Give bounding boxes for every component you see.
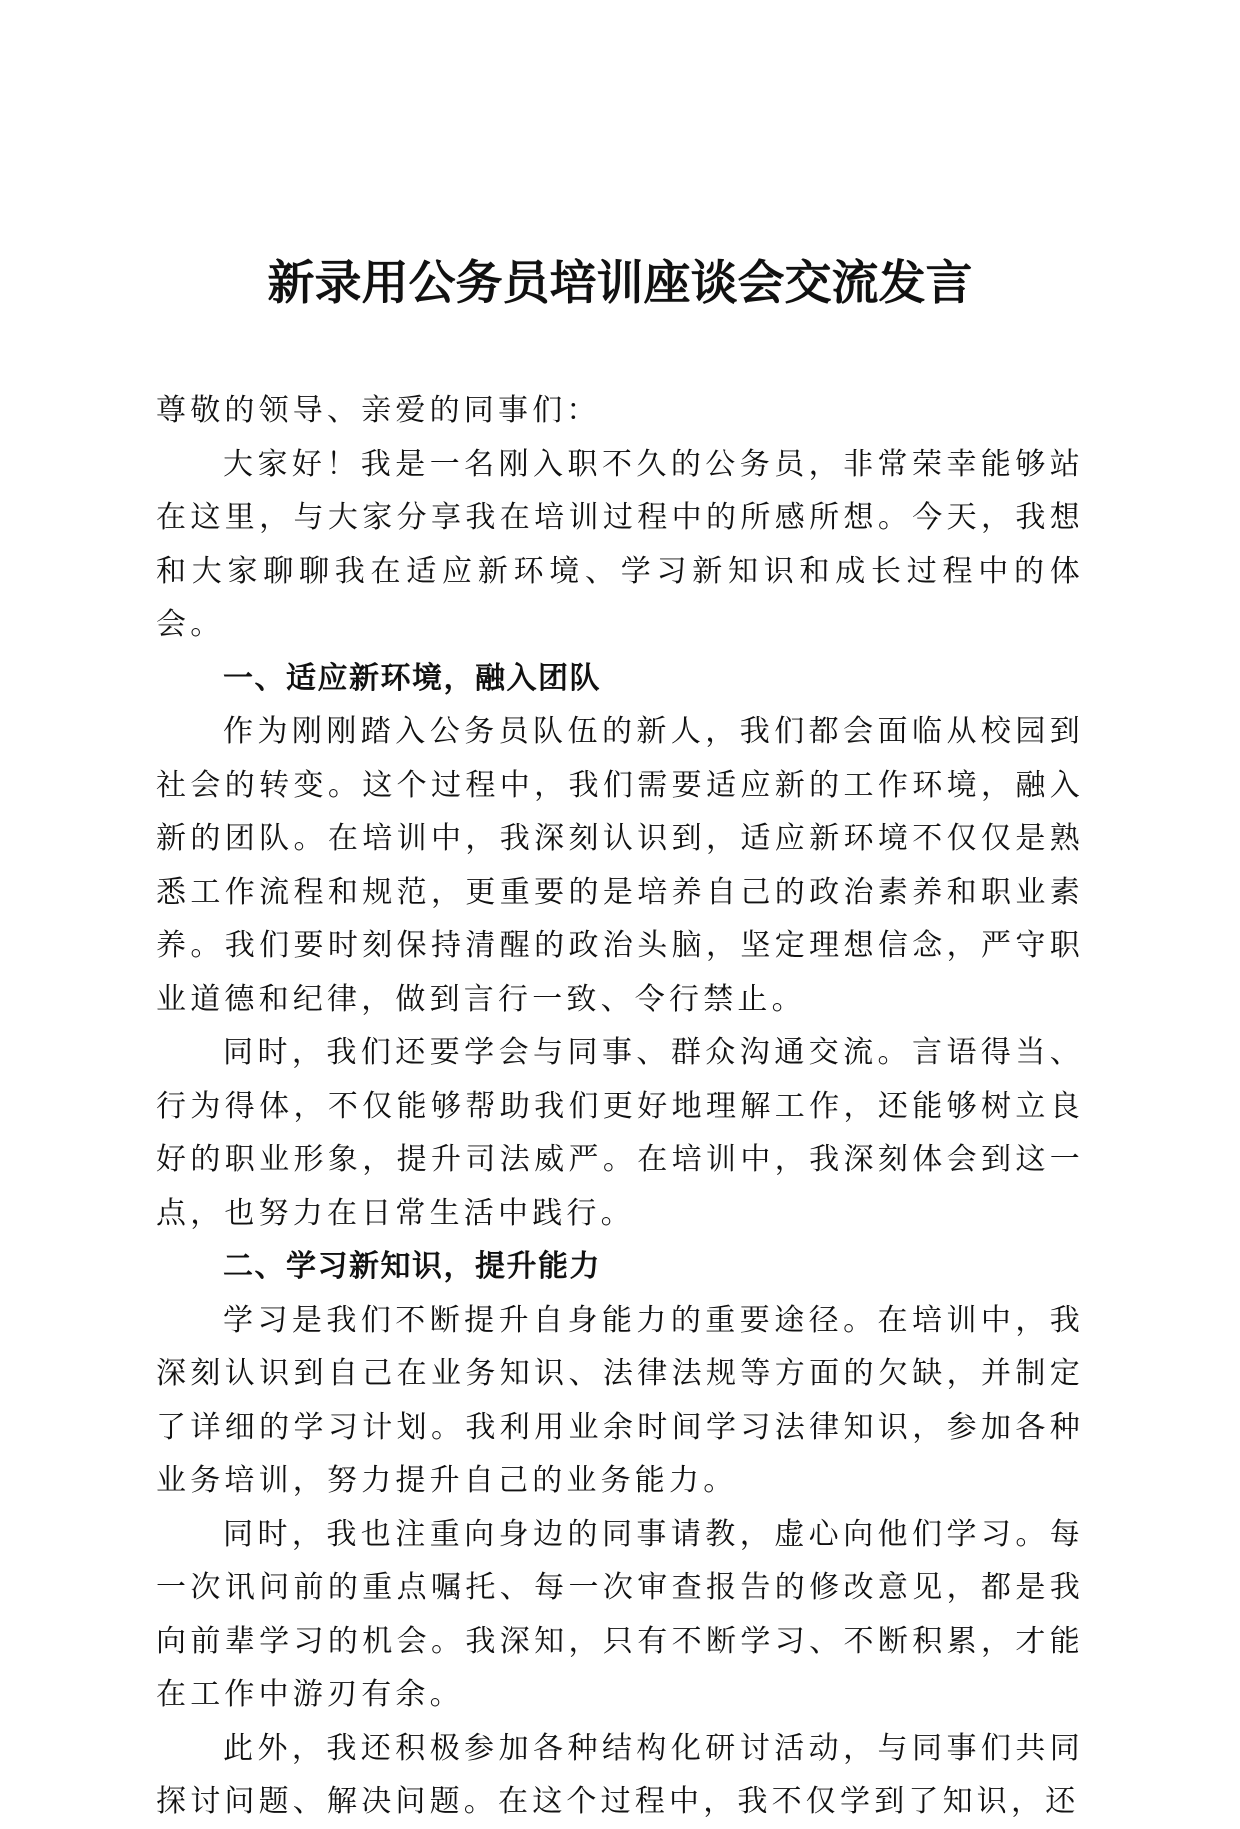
- section-heading-1: 一、适应新环境，融入团队: [223, 660, 601, 696]
- paragraph: 学习是我们不断提升自身能力的重要途径。在培训中，我深刻认识到自己在业务知识、法律法规等方面的欠缺，并制定了详细的学习计划。我利用业余时间学习法律知识，参加各种业务培训，努力提升自己的业务能力。: [156, 1302, 1084, 1498]
- document-title: 新录用公务员培训座谈会交流发言: [267, 256, 973, 311]
- document-body: [156, 384, 1084, 1829]
- paragraph: 作为刚刚踏入公务员队伍的新人，我们都会面临从校园到社会的转变。这个过程中，我们需要适应新的工作环境，融入新的团队。在培训中，我深刻认识到，适应新环境不仅仅是熟悉工作流程和规范，更重要的是培养自己的政治素养和职业素养。我们要时刻保持清醒的政治头脑，坚定理想信念，严守职业道德和纪律，做到言行一致、令行禁止。: [156, 714, 1084, 1017]
- paragraph: 同时，我也注重向身边的同事请教，虚心向他们学习。每一次讯问前的重点嘱托、每一次审查报告的修改意见，都是我向前辈学习的机会。我深知，只有不断学习、不断积累，才能在工作中游刃有余。: [156, 1516, 1084, 1712]
- paragraph: 同时，我们还要学会与同事、群众沟通交流。言语得当、行为得体，不仅能够帮助我们更好地理解工作，还能够树立良好的职业形象，提升司法威严。在培训中，我深刻体会到这一点，也努力在日常生活中践行。: [156, 1035, 1084, 1231]
- paragraph: 此外，我还积极参加各种结构化研讨活动，与同事们共同探讨问题、解决问题。在这个过程中，我不仅学到了知识，还: [156, 1730, 1084, 1819]
- paragraph-intro: 大家好！我是一名刚入职不久的公务员，非常荣幸能够站在这里，与大家分享我在培训过程中的所感所想。今天，我想和大家聊聊我在适应新环境、学习新知识和成长过程中的体会。: [156, 446, 1084, 642]
- section-heading-2: 二、学习新知识，提升能力: [223, 1249, 601, 1284]
- salutation: 尊敬的领导、亲爱的同事们：: [156, 393, 601, 428]
